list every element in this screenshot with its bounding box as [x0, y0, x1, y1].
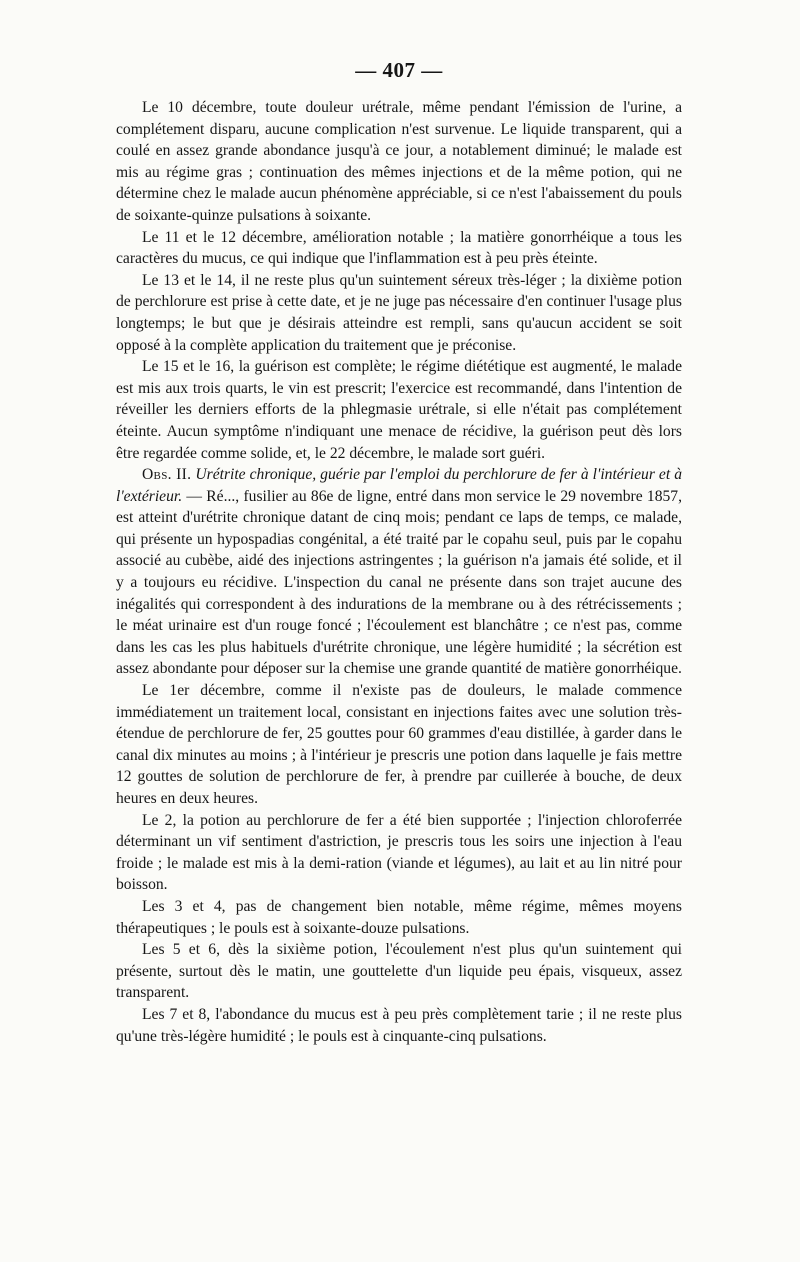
paragraph-dec-2: Le 2, la potion au perchlorure de fer a été bien supportée ; l'injection chloroferrée déterminant un vif sentiment d'astriction, je prescris tous les soirs une injection à l'eau froide ; le malade est mis à la demi-ration (viande et légumes), au lait et au lin nitré pour boisson.: [116, 811, 682, 894]
observation-title: Urétrite chronique, guérie par l'emploi du perchlorure de fer à l'intérieur et à l'extérieur.: [116, 466, 683, 505]
paragraph-dec-3-4: Les 3 et 4, pas de changement bien notable, même régime, mêmes moyens thérapeutiques ; le pouls est à soixante-douze pulsations.: [116, 897, 682, 937]
paragraph-dec-11-12: Le 11 et le 12 décembre, amélioration notable ; la matière gonorrhéique a tous les caractères du mucus, ce qui indique que l'inflammation est à peu près éteinte.: [116, 228, 682, 268]
paragraph-dec-7-8: Les 7 et 8, l'abondance du mucus est à peu près complètement tarie ; il ne reste plus qu'une très-légère humidité ; le pouls est à cinquante-cinq pulsations.: [116, 1005, 682, 1045]
paragraph-dec-5-6: Les 5 et 6, dès la sixième potion, l'écoulement n'est plus qu'un suintement qui présente, surtout dès le matin, une gouttelette d'un liquide peu épais, visqueux, assez transparent.: [116, 941, 682, 1002]
paragraph-dec-13-14: Le 13 et le 14, il ne reste plus qu'un suintement séreux très-léger ; la dixième potion de perchlorure est prise à cette date, et je ne juge pas nécessaire d'en continuer l'usage plus longtemps; le but que je désirais atteindre est rempli, sans qu'aucun accident se soit opposé à la complète application du traitement que je préconise.: [116, 271, 682, 354]
observation-ii: [116, 464, 682, 680]
paragraph-dec-1: Le 1er décembre, comme il n'existe pas de douleurs, le malade commence immédiatement un traitement local, consistant en injections faites avec une solution très-étendue de perchlorure de fer, 25 gouttes pour 60 grammes d'eau distillée, à garder dans le canal dix minutes au moins ; à l'intérieur je prescris une potion dans laquelle je fais mettre 12 gouttes de solution de perchlorure de fer, à prendre par cuillerée à bouche, de deux heures en deux heures.: [116, 682, 682, 807]
observation-label: Obs. II.: [142, 466, 192, 484]
page-number: — 407 —: [355, 58, 443, 82]
paragraph-dec-10: Le 10 décembre, toute douleur urétrale, même pendant l'émission de l'urine, a complétement disparu, aucune complication n'est survenue. Le liquide transparent, qui a coulé en assez grande abondance jusqu'à ce jour, a notablement diminué; le malade est mis au régime gras ; continuation des mêmes injections et de la même potion, qui ne détermine chez le malade aucun phénomène appréciable, si ce n'est l'abaissement du pouls de soixante-quinze pulsations à soixante.: [116, 99, 682, 224]
paragraph-dec-15-16: Le 15 et le 16, la guérison est complète; le régime diététique est augmenté, le malade est mis aux trois quarts, le vin est prescrit; l'exercice est recommandé, dans l'intention de réveiller les derniers efforts de la phlegmasie urétrale, si elle n'était pas complétement éteinte. Aucun symptôme n'indiquant une menace de récidive, la guérison peut dès lors être regardée comme solide, et, le 22 décembre, le malade sort guéri.: [116, 358, 682, 462]
observation-body: — Ré..., fusilier au 86e de ligne, entré dans mon service le 29 novembre 1857, est atteint d'urétrite chronique datant de cinq mois; pendant ce laps de temps, ce malade, qui présente un hypospadias congénital, a été traité par le copahu seul, puis par le copahu associé au cubèbe, aidé des injections astringentes ; la guérison n'a jamais été solide, et il y a toujours eu récidive. L'inspection du canal ne présente dans son trajet aucune des inégalités qui correspondent à des indurations de la membrane ou à des rétrécissements ; le méat urinaire est d'un rouge foncé ; l'écoulement est blanchâtre ; ce n'est pas, comme dans les cas les plus habituels d'urétrite chronique, une légère humidité ; la sécrétion est assez abondante pour déposer sur la chemise une grande quantité de matière gonorrhéique.: [116, 487, 682, 678]
